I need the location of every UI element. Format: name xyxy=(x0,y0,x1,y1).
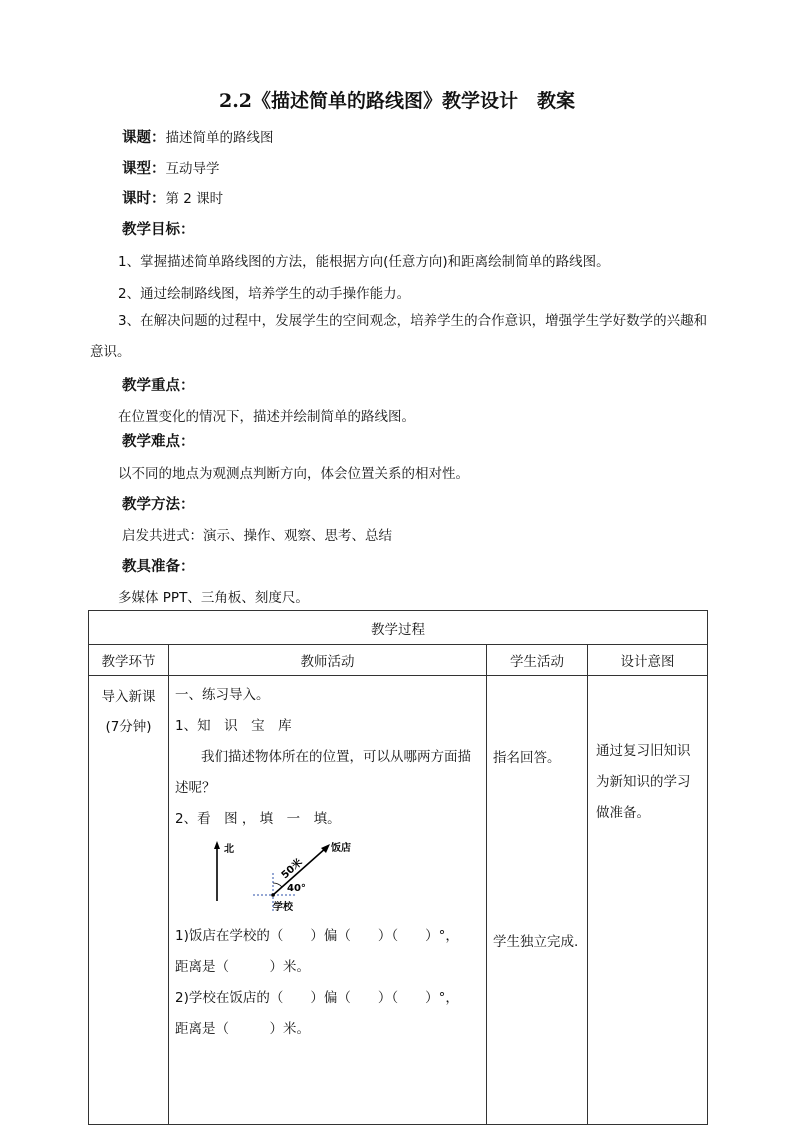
teacher-activity-cell: 一、练习导入。 1、知 识 宝 库 我们描述物体所在的位置，可以从哪两方面描述呢？ 2、看 图 ， 填 一 填。 北 饭店 50米 40° 学校 1)饭店在学校的（ ）偏（ ）（ ）°， 距离是（ ）米。 2)学校在饭店的（ ）偏（ ）（ ）°， 距离是（ ）米。 xyxy=(169,676,487,1125)
goal-3: 3、在解决问题的过程中，发展学生的空间观念，培养学生的合作意识，增强学生学好数学的兴趣和意识。 xyxy=(90,313,708,360)
table-row xyxy=(89,676,708,1125)
student-activity-cell xyxy=(487,676,588,1125)
student-answer-1: 指名回答。 xyxy=(493,750,561,766)
route-diagram xyxy=(205,839,375,917)
tools-heading: 教具准备： xyxy=(122,559,195,575)
student-answer-2: 学生独立完成. xyxy=(493,934,579,950)
design-intent-cell: 通过复习旧知识为新知识的学习做准备。 xyxy=(588,676,708,1125)
header-teacher: 教师活动 xyxy=(169,645,487,676)
table-caption: 教学过程 xyxy=(89,611,708,645)
method-heading: 教学方法： xyxy=(122,497,195,513)
key-text: 在位置变化的情况下，描述并绘制简单的路线图。 xyxy=(118,409,415,425)
header-stage: 教学环节 xyxy=(89,645,169,676)
north-arrow-head xyxy=(214,841,220,849)
restaurant-label: 饭店 xyxy=(331,843,351,854)
type-line: 课型：互动导学 xyxy=(122,161,220,177)
angle-label: 40° xyxy=(287,883,306,894)
goal-2: 2、通过绘制路线图，培养学生的动手操作能力。 xyxy=(118,286,411,302)
stage-cell: 导入新课 (7分钟) xyxy=(89,676,169,1125)
north-label: 北 xyxy=(224,844,234,855)
distance-label: 50米 xyxy=(279,857,305,882)
school-point xyxy=(271,893,275,897)
teaching-process-table xyxy=(88,610,708,1125)
header-student: 学生活动 xyxy=(487,645,588,676)
document-title: 2.2《描述简单的路线图》教学设计 教案 xyxy=(218,90,576,112)
key-heading: 教学重点： xyxy=(122,378,195,394)
goals-heading: 教学目标： xyxy=(122,222,195,238)
difficulty-heading: 教学难点： xyxy=(122,434,195,450)
method-text: 启发共进式：演示、操作、观察、思考、总结 xyxy=(122,528,392,544)
period-line: 课时：第 2 课时 xyxy=(122,191,224,207)
tools-text: 多媒体 PPT、三角板、刻度尺。 xyxy=(118,590,309,606)
header-intent: 设计意图 xyxy=(588,645,708,676)
angle-arc xyxy=(273,883,282,887)
topic-line: 课题：描述简单的路线图 xyxy=(122,130,274,146)
school-label: 学校 xyxy=(273,902,293,913)
goal-1: 1、掌握描述简单路线图的方法，能根据方向(任意方向)和距离绘制简单的路线图。 xyxy=(118,254,610,270)
difficulty-text: 以不同的地点为观测点判断方向，体会位置关系的相对性。 xyxy=(118,466,469,482)
